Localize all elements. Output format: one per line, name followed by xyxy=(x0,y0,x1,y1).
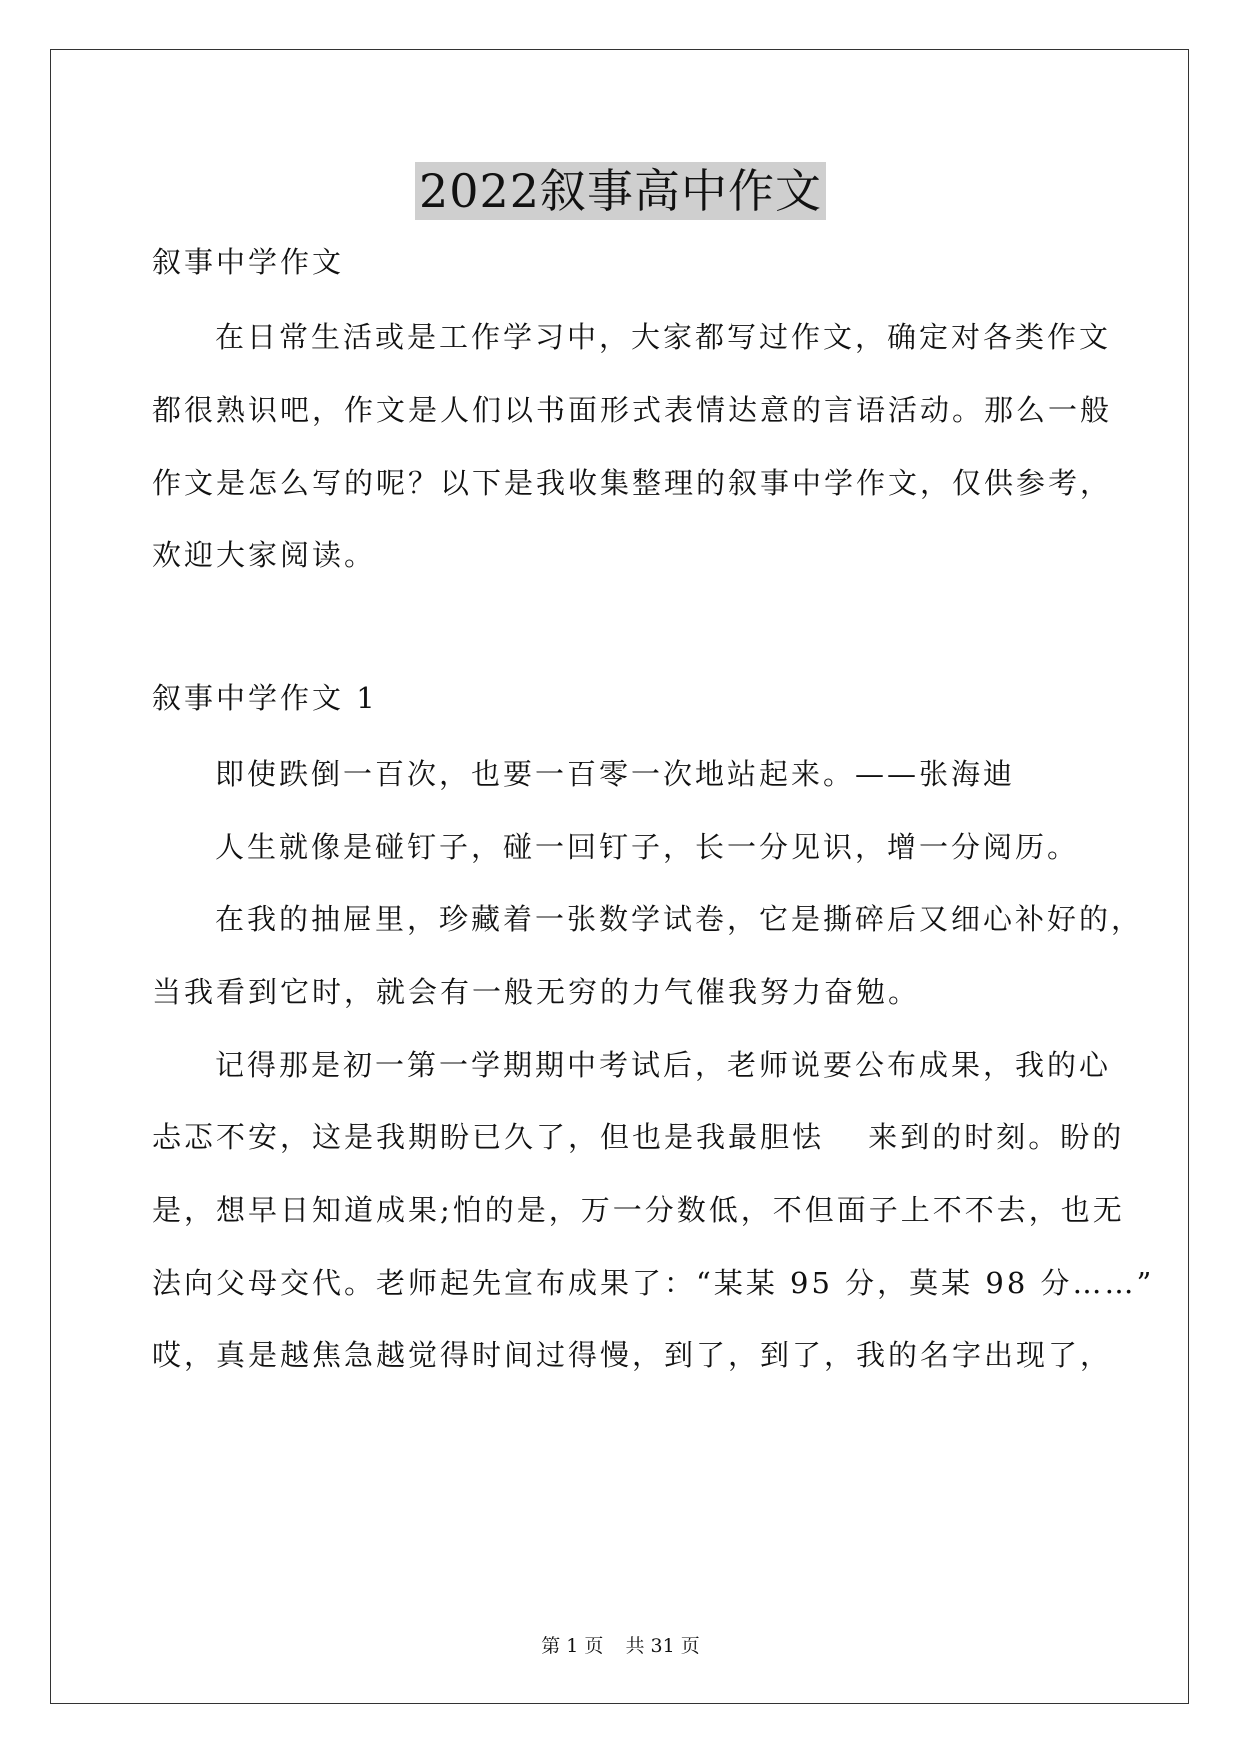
paragraph-line: 当我看到它时，就会有一般无穷的力气催我努力奋勉。 xyxy=(152,975,921,1009)
paragraph-line: 在日常生活或是工作学习中，大家都写过作文，确定对各类作文 xyxy=(215,320,1112,354)
document-title: 2022叙事高中作文 xyxy=(415,162,826,220)
page-footer xyxy=(0,1631,1241,1658)
section-heading: 叙事中学作文 1 xyxy=(152,681,378,715)
paragraph-line: 忐忑不安，这是我期盼已久了，但也是我最胆怯 来到的时刻。盼的 xyxy=(152,1120,1125,1154)
page-number: 第 1 页 xyxy=(541,1635,604,1657)
paragraph-line: 记得那是初一第一学期期中考试后，老师说要公布成果，我的心 xyxy=(215,1048,1112,1082)
paragraph-line: 人生就像是碰钉子，碰一回钉子，长一分见识，增一分阅历。 xyxy=(215,830,1080,864)
paragraph-line: 法向父母交代。老师起先宣布成果了：“某某 95 分，莫某 98 分……” xyxy=(152,1266,1155,1300)
section-heading: 叙事中学作文 xyxy=(152,245,345,279)
paragraph-line: 都很熟识吧，作文是人们以书面形式表情达意的言语活动。那么一般 xyxy=(152,393,1113,427)
paragraph-line: 即使跌倒一百次，也要一百零一次地站起来。——张海迪 xyxy=(215,757,1016,791)
paragraph-line: 欢迎大家阅读。 xyxy=(152,538,377,572)
page-border xyxy=(50,49,1189,1704)
page-total: 共 31 页 xyxy=(625,1635,700,1657)
paragraph-line: 作文是怎么写的呢？以下是我收集整理的叙事中学作文，仅供参考， xyxy=(152,466,1113,500)
paragraph-line: 是，想早日知道成果;怕的是，万一分数低，不但面子上不不去，也无 xyxy=(152,1193,1125,1227)
paragraph-line: 在我的抽屉里，珍藏着一张数学试卷，它是撕碎后又细心补好的， xyxy=(215,902,1144,936)
paragraph-line: 哎，真是越焦急越觉得时间过得慢，到了，到了，我的名字出现了， xyxy=(152,1338,1113,1372)
document-title-block xyxy=(0,155,1241,221)
